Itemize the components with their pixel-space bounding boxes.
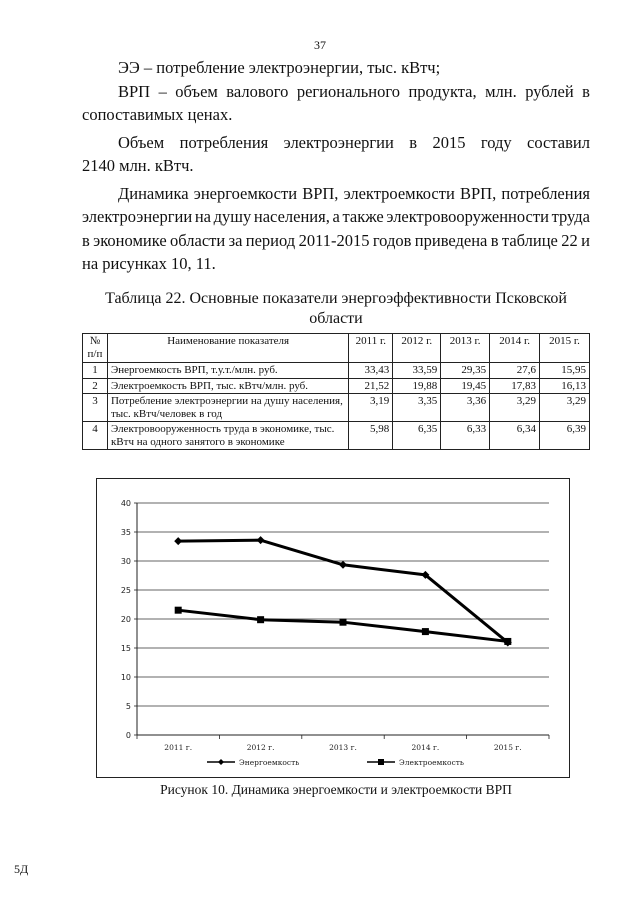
header-year: 2013 г. [441,334,490,363]
word: а [332,207,340,226]
data-point-diamond [257,536,265,544]
text-line-8 [82,229,590,253]
y-tick-label: 30 [120,557,131,566]
y-tick-label: 40 [120,499,131,508]
word: 2015 [432,132,466,152]
word: приведена [414,230,488,250]
table-cell: 33,43 [349,363,393,379]
table-cell: 21,52 [349,378,393,394]
text-line-2 [82,80,590,104]
legend-label: Электроемкость [399,758,465,767]
table-cell: 5,98 [349,422,393,450]
row-number: 4 [83,422,108,450]
table-cell: 29,35 [441,363,490,379]
header-indicator: Наименование показателя [107,334,348,363]
data-point-square [175,607,182,614]
row-number: 1 [83,363,108,379]
row-indicator-name: Электровооруженность труда в экономике, тыс. кВтч на одного занятого в экономике [107,422,348,450]
table-row [83,378,590,394]
text-line-7 [82,205,590,229]
table-cell: 15,95 [540,363,590,379]
word: также [342,207,384,226]
text-line-3: сопоставимых ценах. [82,105,233,124]
data-point-square [504,638,511,645]
word: составил [527,132,590,152]
table-cell: 16,13 [540,378,590,394]
data-point-diamond [174,537,182,545]
word: валового [226,81,289,101]
page-mark: 5Д [14,862,29,876]
x-tick-label: 2015 г. [493,743,522,752]
word: на [194,207,211,226]
legend-marker-square [378,759,384,765]
data-point-square [422,628,429,635]
word: Объем [118,132,165,152]
table-cell: 17,83 [490,378,540,394]
word: объем [175,81,218,101]
row-number: 2 [83,378,108,394]
table-cell: 19,45 [441,378,490,394]
data-point-square [340,619,347,626]
word: области [170,230,226,250]
data-point-diamond [339,561,347,569]
table-cell: 3,36 [441,394,490,422]
word: душу [213,207,252,226]
y-tick-label: 15 [120,644,131,653]
word: населения, [253,207,330,226]
word: труда [551,207,590,226]
text-line-4 [82,131,590,155]
word: – [158,81,167,101]
y-tick-label: 5 [125,702,131,711]
word: в [582,81,590,101]
text-line-5: 2140 млн. кВтч. [82,156,194,175]
word: потребления [501,183,590,203]
header-number: № п/п [83,334,108,363]
word: ВРП, [459,183,497,203]
page-number: 37 [314,38,326,52]
table-cell: 6,39 [540,422,590,450]
table-cell: 3,35 [393,394,441,422]
x-tick-label: 2014 г. [411,743,440,752]
table-row [83,394,590,422]
table-header-row [83,334,590,363]
series-line-2 [178,610,508,641]
text-line-9: на рисунках 10, 11. [82,254,216,273]
text-line-6 [82,182,590,206]
word: и [581,230,590,250]
row-indicator-name: Потребление электроэнергии на душу населения, тыс. кВтч/человек в год [107,394,348,422]
word: в [82,230,90,250]
legend-label: Энергоемкость [239,758,300,767]
table-cell: 6,33 [441,422,490,450]
x-tick-label: 2013 г. [329,743,357,752]
word: 2011-2015 [298,230,370,250]
word: таблице [501,230,558,250]
word: Динамика [118,183,189,203]
word: в [409,132,418,152]
table-cell: 19,88 [393,378,441,394]
word: экономике [93,230,167,250]
legend-marker-diamond [218,759,224,765]
series-line-1 [178,540,508,642]
header-year: 2015 г. [540,334,590,363]
table-row [83,422,590,450]
figure-caption: Рисунок 10. Динамика энергоемкости и электроемкости ВРП [160,782,512,797]
y-tick-label: 25 [120,586,131,595]
word: 22 [561,230,578,250]
y-tick-label: 20 [120,615,131,624]
table-caption: Таблица 22. Основные показатели энергоэффективности Псковской области [105,290,567,327]
indicators-table [82,333,590,450]
data-point-square [257,616,264,623]
word: энергоемкости [193,183,298,203]
row-indicator-name: Электроемкость ВРП, тыс. кВтч/млн. руб. [107,378,348,394]
word: электроэнергии [283,132,394,152]
y-tick-label: 0 [125,731,131,740]
table-cell: 6,35 [393,422,441,450]
word: за [228,230,243,250]
word: электроэнергии [82,207,193,226]
row-indicator-name: Энергоемкость ВРП, т.у.т./млн. руб. [107,363,348,379]
word: потребления [179,132,269,152]
word: регионального [296,81,400,101]
body-text [82,56,590,276]
y-tick-label: 35 [120,528,131,537]
header-year: 2011 г. [349,334,393,363]
x-tick-label: 2012 г. [246,743,275,752]
word: ВРП [118,81,151,101]
y-tick-label: 10 [120,673,131,682]
word: млн. [485,81,517,101]
table-cell: 6,34 [490,422,540,450]
table-cell: 33,59 [393,363,441,379]
table-cell: 3,29 [540,394,590,422]
line-chart [97,479,569,777]
word: годов [372,230,412,250]
table-cell: 3,29 [490,394,540,422]
table-cell: 27,6 [490,363,540,379]
header-year: 2014 г. [490,334,540,363]
x-tick-label: 2011 г. [164,743,193,752]
word: электровооруженности [386,207,549,226]
header-year: 2012 г. [393,334,441,363]
table-cell: 3,19 [349,394,393,422]
word: период [245,230,296,250]
chart-frame [96,478,570,778]
word: рублей [525,81,574,101]
text-line-1: ЭЭ – потребление электроэнергии, тыс. кВтч; [118,58,441,77]
word: в [490,230,499,250]
table-row [83,363,590,379]
word: году [480,132,512,152]
row-number: 3 [83,394,108,422]
word: электроемкости [343,183,455,203]
word: продукта, [408,81,477,101]
word: ВРП, [302,183,339,203]
